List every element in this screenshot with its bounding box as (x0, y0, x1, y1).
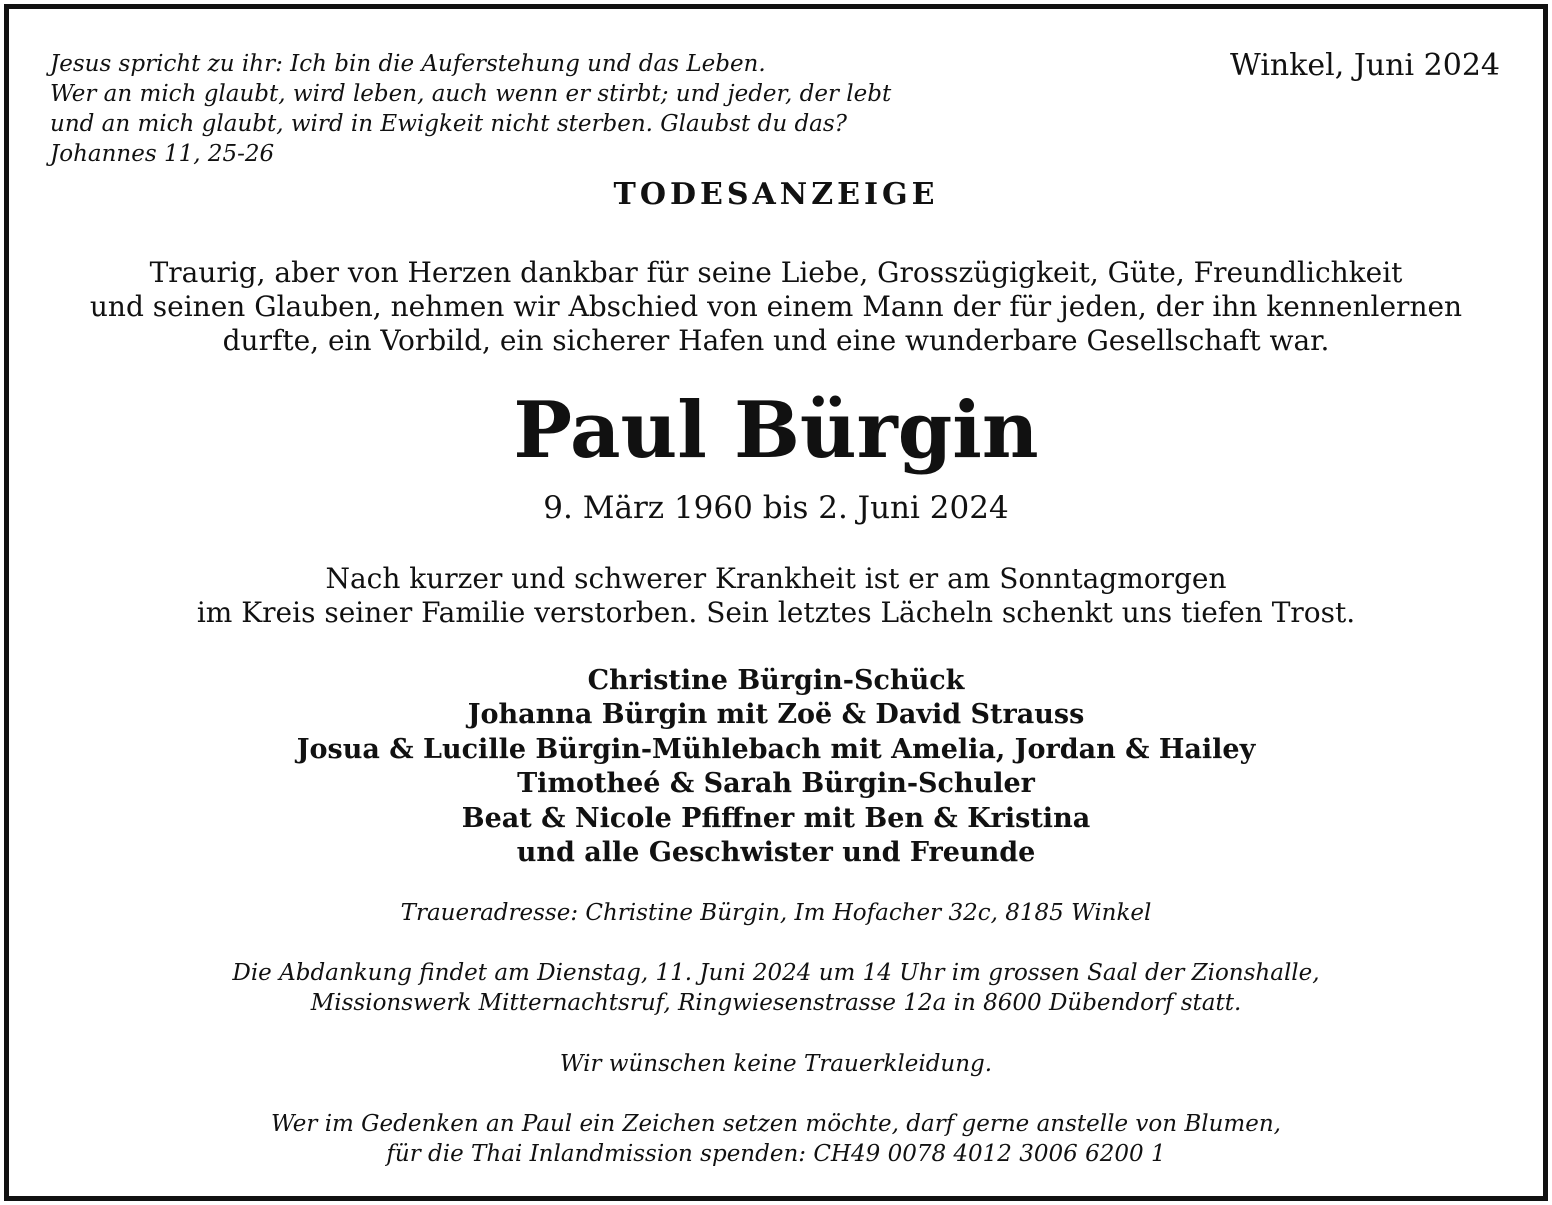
intro-line: und seinen Glauben, nehmen wir Abschied von einem Mann der für jeden, der ihn kennenlernen (89, 290, 1463, 323)
intro-line: Traurig, aber von Herzen dankbar für seine Liebe, Grosszügigkeit, Güte, Freundlichkeit (149, 256, 1403, 289)
mourner-entry: Timotheé & Sarah Bürgin-Schuler (517, 768, 1035, 800)
service-line: Missionswerk Mitternachtsruf, Ringwiesenstrasse 12a in 8600 Dübendorf statt. (310, 990, 1242, 1016)
service-info (0, 958, 1552, 1018)
verse-reference: Johannes 11, 25-26 (50, 141, 275, 167)
life-dates: 9. März 1960 bis 2. Juni 2024 (543, 490, 1009, 526)
verse-line: Jesus spricht zu ihr: Ich bin die Auferstehung und das Leben. (50, 51, 766, 77)
mourning-address: Traueradresse: Christine Bürgin, Im Hofacher 32c, 8185 Winkel (400, 900, 1152, 926)
mourner-entry: und alle Geschwister und Freunde (516, 837, 1036, 869)
intro-line: durfte, ein Vorbild, ein sicherer Hafen und eine wunderbare Gesellschaft war. (222, 324, 1330, 357)
donation-line: Wer im Gedenken an Paul ein Zeichen setzen möchte, darf gerne anstelle von Blumen, (271, 1111, 1281, 1137)
service-line: Die Abdankung findet am Dienstag, 11. Juni 2024 um 14 Uhr im grossen Saal der Zionshalle, (232, 960, 1320, 986)
mourner-entry: Johanna Bürgin mit Zoë & David Strauss (467, 699, 1085, 731)
donation-line: für die Thai Inlandmission spenden: CH49 0078 4012 3006 6200 1 (386, 1141, 1166, 1167)
passing-text (0, 562, 1552, 630)
deceased-name: Paul Bürgin (513, 385, 1039, 476)
intro-text (0, 256, 1552, 358)
dress-note: Wir wünschen keine Trauerkleidung. (559, 1051, 993, 1077)
notice-heading: TODESANZEIGE (613, 177, 939, 212)
verse-line: und an mich glaubt, wird in Ewigkeit nicht sterben. Glaubst du das? (50, 111, 848, 137)
place-date: Winkel, Juni 2024 (1230, 48, 1500, 83)
verse-line: Wer an mich glaubt, wird leben, auch wenn er stirbt; und jeder, der lebt (50, 81, 892, 107)
bible-verse (50, 49, 970, 169)
mourner-entry: Beat & Nicole Pfiffner mit Ben & Kristina (461, 802, 1091, 834)
mourner-entry: Christine Bürgin-Schück (587, 665, 965, 696)
mourners-list (0, 664, 1552, 870)
passing-line: im Kreis seiner Familie verstorben. Sein letztes Lächeln schenkt uns tiefen Trost. (196, 596, 1356, 629)
passing-line: Nach kurzer und schwerer Krankheit ist er am Sonntagmorgen (325, 562, 1227, 595)
donation-info (0, 1109, 1552, 1169)
mourner-entry: Josua & Lucille Bürgin-Mühlebach mit Amelia, Jordan & Hailey (296, 733, 1256, 765)
